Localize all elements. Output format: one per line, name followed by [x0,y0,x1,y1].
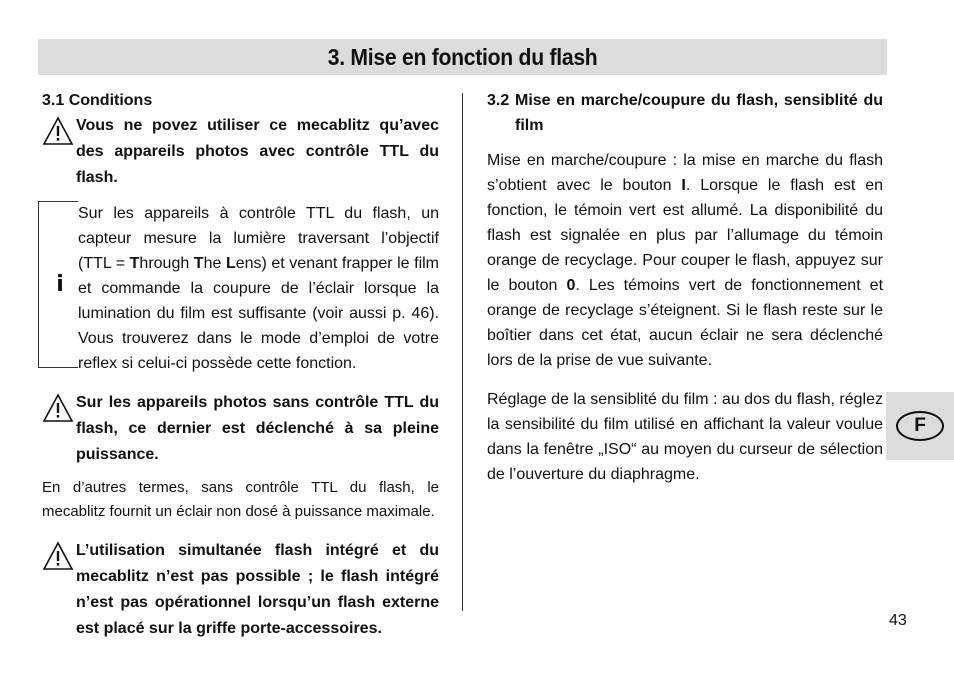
warning-block-3 [42,538,439,642]
info-text: Sur les appareils à contrôle TTL du flash, un capteur mesure la lumière traversant l’objectif (TTL = Through The Lens) et venant frapper le film et commande la coupure de l’éclair lorsque la lumination du film est suffisante (voir aussi p. 46). Vous trouverez dans le mode d’emploi de votre reflex si celui-ci possède cette fonction. [78,205,440,372]
paragraph-no-ttl: En d’autres termes, sans contrôle TTL du flash, le mecablitz fournit un éclair non dosé à puissance maximale. [42,479,439,520]
warning-triangle-icon [42,390,76,428]
chapter-title: 3. Mise en fonction du flash [327,43,598,70]
column-divider [462,93,463,611]
language-tab [886,392,954,460]
page-number: 43 [889,612,907,629]
right-column [487,88,883,487]
left-column [42,88,439,642]
warning-block-2 [42,390,439,468]
language-tab-label: F [896,411,944,441]
warning-block-1 [42,113,439,191]
warning-text-2: Sur les appareils photos sans contrôle TTL du flash, ce dernier est déclenché à sa pleine puissance. [76,394,439,463]
section-heading-power [487,88,883,138]
section-number: 3.2 [487,92,510,109]
warning-triangle-icon [42,538,76,576]
info-block [42,201,439,376]
paragraph-power: Mise en marche/coupure : la mise en marche du flash s’obtient avec le bouton I. Lorsque le flash est en fonction, le témoin vert est allumé. La disponibilité du flash est signalée en plus par l’allumage du témoin orange de recyclage. Pour couper le flash, appuyez sur le bouton 0. Les témoins vert de fonctionnement et orange de recyclage s’éteignent. Si le flash reste sur le boîtier dans cet état, aucun éclair ne sera déclenché lors de la prise de vue suivante. [487,152,884,369]
chapter-title-bar [38,39,887,75]
warning-triangle-icon [42,113,76,151]
paragraph-film-speed: Réglage de la sensiblité du film : au dos du flash, réglez la sensibilité du film utilisé en affichant la valeur voulue dans la fenêtre „ISO“ au moyen du curseur de sélection de l’ouverture du diaphragme. [487,391,883,483]
info-box-frame [38,201,78,368]
warning-text-3: L’utilisation simultanée flash intégré et du mecablitz n’est pas possible ; le flash intégré n’est pas opérationnel lorsqu’un flash externe est placé sur la griffe porte-accessoires. [76,542,439,637]
info-icon: i [56,272,64,297]
warning-text-1: Vous ne povez utiliser ce mecablitz qu’avec des appareils photos avec contrôle TTL du flash. [76,117,439,186]
section-heading-conditions: 3.1 Conditions [42,92,153,109]
section-title: Mise en marche/coupure du flash, sensiblité du film [515,92,883,134]
